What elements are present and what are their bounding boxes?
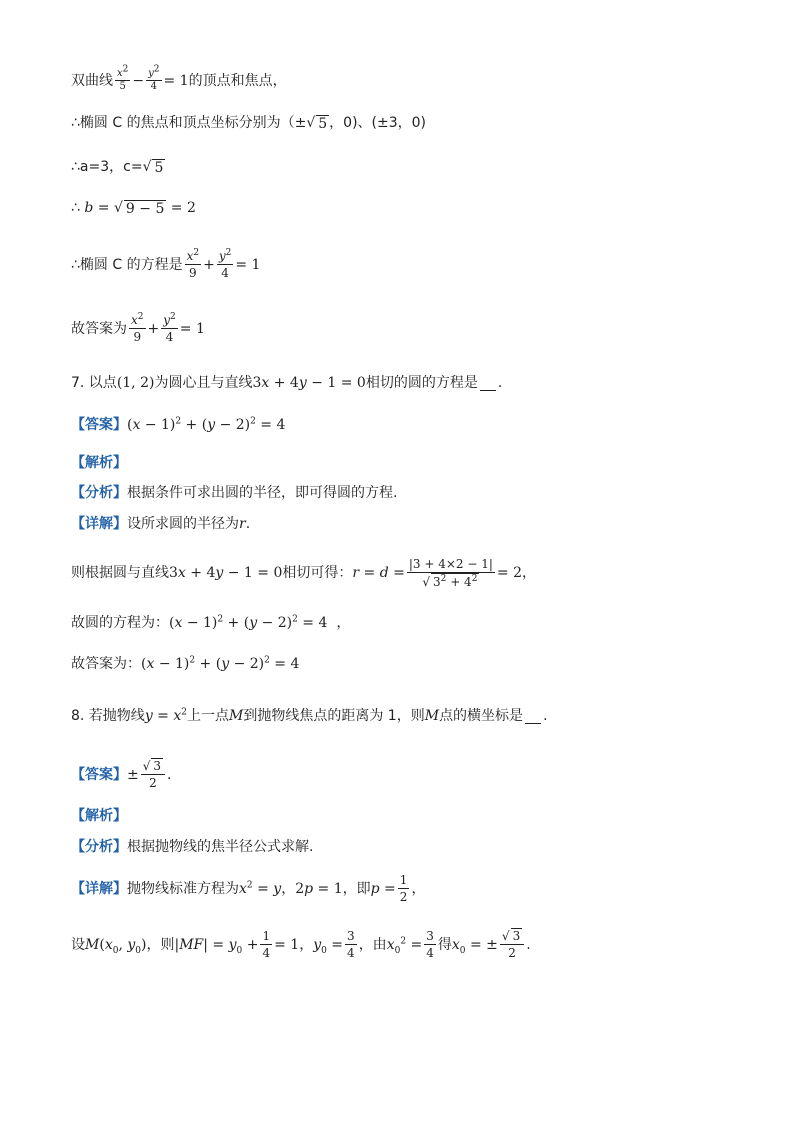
- answer-label: 【答案】: [71, 417, 127, 433]
- fenxi-8: [71, 837, 313, 857]
- text-answer: 故答案为: [71, 320, 127, 337]
- q7-end: .: [497, 375, 503, 391]
- var-M: M: [229, 708, 244, 724]
- analysis-label: 【解析】: [71, 455, 127, 471]
- s8-t3: ，由: [358, 936, 387, 953]
- question-8: 8. 若抛物线 $y = x^2$ 上一点 M 到抛物线焦点的距离为 1，则 M 点的横坐标是 .: [71, 707, 548, 724]
- frac-1-4: $\frac{1}{4}$: [262, 929, 271, 960]
- d8-t1: 抛物线标准方程为: [127, 880, 239, 897]
- frac-3-4: $\frac{3}{4}$: [347, 929, 355, 960]
- s8-t2: ，: [299, 936, 314, 953]
- fenxi-label: 【分析】: [71, 485, 127, 501]
- text-a-c: ∴a=3，c=: [71, 159, 143, 175]
- hyperbola-line: 双曲线 $\frac{x^2}{5}$ − $\frac{y^2}{4}$ = 1 的顶点和焦点，: [71, 64, 287, 92]
- q8-end: .: [543, 708, 548, 724]
- s8-end: .: [526, 936, 531, 953]
- answer-blank: [480, 376, 496, 391]
- s8-pre: 设: [71, 936, 85, 953]
- step-7b: 故圆的方程为： $(x - 1)^2 + (y - 2)^2 = 4$ ，: [71, 614, 351, 631]
- step-7a: 则根据圆与直线 3x + 4y − 1 = 0 相切可得： r = d = $\frac{|3 + 4\times 2 - 1|}{√ 3^2 + 4^2}$ = 2 ，: [71, 557, 537, 589]
- detail-7: [71, 514, 250, 534]
- q8-num: 8. 若抛物线: [71, 708, 145, 724]
- frac-x2-9b: $\frac{x^2}{9}$: [131, 312, 144, 344]
- frac-y2-4c: $\frac{y^2}{4}$: [163, 312, 176, 344]
- detail-label: 【详解】: [71, 516, 127, 532]
- text-coords: ∴椭圆 C 的焦点和顶点坐标分别为（±: [71, 115, 307, 131]
- fenxi-text: 根据条件可求出圆的半径，即可得圆的方程.: [127, 485, 398, 501]
- detail-text: 设所求圆的半径为: [127, 516, 239, 532]
- frac-3-4b: $\frac{3}{4}$: [426, 929, 434, 960]
- q7-text1: 为圆心且与直线: [154, 375, 253, 391]
- ellipse-coords-line: ∴椭圆 C 的焦点和顶点坐标分别为（± √ 5 ，0)、(±3，0): [71, 115, 427, 132]
- s7a-end: ，: [522, 565, 537, 581]
- analysis-8: [71, 806, 127, 826]
- s7c-pre: 故答案为：: [71, 656, 141, 672]
- text-ellipse-eq: ∴椭圆 C 的方程是: [71, 256, 183, 273]
- b-line: ∴ b = √ 9 − 5 = 2: [71, 200, 196, 217]
- s8-t1: ，则: [146, 936, 175, 953]
- analysis-label-8: 【解析】: [71, 808, 127, 824]
- answer-blank-8: [525, 709, 541, 724]
- answer-ellipse-line: 故答案为 $\frac{x^2}{9}$ + $\frac{y^2}{4}$ = 1: [71, 312, 205, 344]
- analysis-7: [71, 453, 127, 473]
- text-vertex-focus: 的顶点和焦点，: [188, 72, 287, 89]
- detail-label-8: 【详解】: [71, 880, 127, 897]
- sqrt-5-c: 5: [154, 159, 164, 176]
- step-8: 设 $M(x_0$, $y_0$) ，则 $|MF| = y_0$ + $\frac{1}{4}$ = 1 ， $y_0$ = $\frac{3}{4}$ ，由 $x_0^2$ = $\frac{3}{4}$ 得 $x_0$ = ± $\frac{√ 3}{2}$ .: [71, 929, 531, 960]
- s8-t4: 得: [437, 936, 452, 953]
- fenxi-7: [71, 483, 397, 503]
- fenxi-label-8: 【分析】: [71, 839, 127, 855]
- frac-x2-9: $\frac{x^2}{9}$: [186, 248, 200, 280]
- therefore: ∴: [71, 200, 80, 216]
- frac-y2-4b: $\frac{y^2}{4}$: [218, 248, 232, 280]
- detail-8: 【详解】 抛物线标准方程为 $x^2 = y$ ， 2p = 1 ，即 p = $\frac{1}{2}$ ，: [71, 873, 426, 904]
- answer-7: 【答案】 $(x - 1)^2 + (y - 2)^2 = 4$: [71, 416, 286, 433]
- text-hyperbola: 双曲线: [71, 72, 113, 89]
- frac-distance: $\frac{|3 + 4\times 2 - 1|}{√ 3^2 + 4^2}$: [408, 557, 493, 589]
- detail-end: .: [245, 516, 251, 532]
- s7b-end: ，: [336, 615, 351, 631]
- s7b-pre: 故圆的方程为：: [71, 615, 169, 631]
- frac-x2-5: $\frac{x^2}{5}$: [117, 64, 129, 92]
- q7-point: (1, 2): [116, 375, 155, 391]
- frac-sqrt3-2: $\frac{√ 3}{2}$: [141, 758, 165, 791]
- var-r: r: [239, 516, 246, 532]
- q7-num: 7. 以点: [71, 375, 117, 391]
- frac-sqrt3-2b: $\frac{√ 3}{2}$: [500, 928, 524, 961]
- d8-t2: ，: [281, 880, 296, 897]
- d8-t4: ，: [411, 880, 426, 897]
- frac-y2-4: $\frac{y^2}{4}$: [148, 64, 160, 92]
- a8-end: .: [167, 766, 172, 783]
- fenxi-text-8: 根据抛物线的焦半径公式求解.: [127, 839, 314, 855]
- d8-t3: ，即: [342, 880, 371, 897]
- s7a-pre: 则根据圆与直线: [71, 565, 169, 581]
- frac-1-2: $\frac{1}{2}$: [399, 873, 408, 904]
- s7a-mid: 相切可得：: [282, 565, 353, 581]
- q8-text2: 到抛物线焦点的距离为 1，则: [243, 708, 425, 724]
- step-7c: 故答案为： $(x - 1)^2 + (y - 2)^2 = 4$: [71, 655, 300, 672]
- text-coords-end: ，0)、(±3，0): [329, 115, 427, 131]
- q8-text3: 点的横坐标是: [439, 708, 524, 724]
- q8-text1: 上一点: [187, 708, 230, 724]
- answer-8: 【答案】 ± $\frac{√ 3}{2}$ .: [71, 759, 172, 790]
- a-c-line: ∴a=3，c= √ 5: [71, 159, 164, 176]
- answer-label-8: 【答案】: [71, 766, 127, 783]
- ellipse-eq-line: ∴椭圆 C 的方程是 $\frac{x^2}{9}$ + $\frac{y^2}{4}$ = 1: [71, 248, 261, 280]
- sqrt-5: 5: [318, 115, 328, 132]
- question-7: 7. 以点 (1, 2) 为圆心且与直线 3x + 4y − 1 = 0 相切的圆的方程是 .: [71, 375, 503, 391]
- q7-text2: 相切的圆的方程是: [365, 375, 478, 391]
